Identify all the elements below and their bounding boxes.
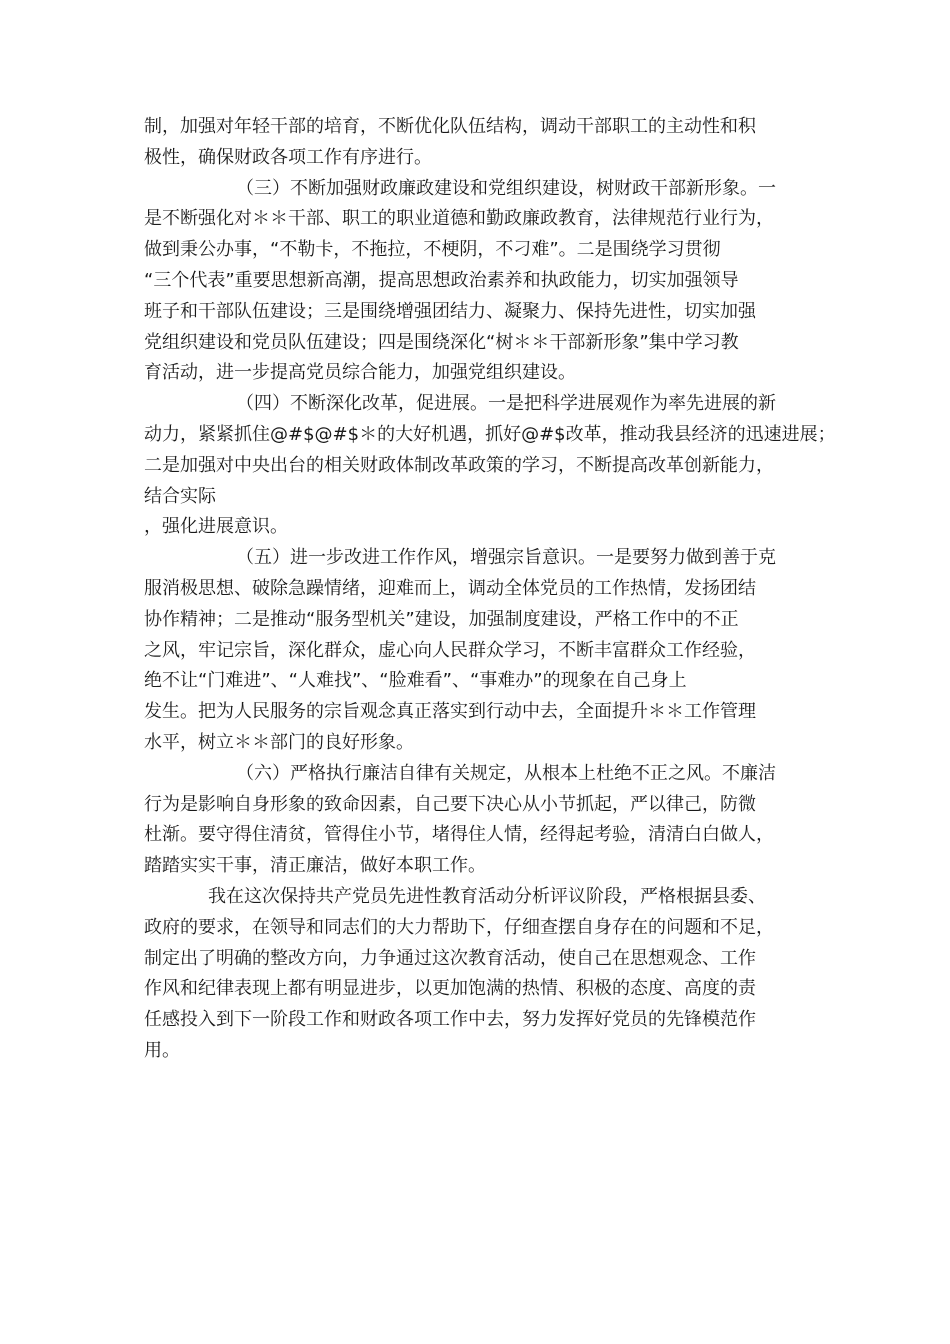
text-line: 极性，确保财政各项工作有序进行。 (144, 146, 432, 168)
text-line: 做到秉公办事，“不勒卡，不拖拉，不梗阴，不刁难”。二是围绕学习贯彻 (144, 239, 721, 261)
text-line: 动力，紧紧抓住@#$@#$＊的大好机遇，抓好@#$改革，推动我县经济的迅速进展； (144, 423, 836, 445)
text-line: 服消极思想、破除急躁情绪，迎难而上，调动全体党员的工作热情，发扬团结 (144, 577, 756, 599)
text-line: 二是加强对中央出台的相关财政体制改革政策的学习，不断提高改革创新能力， (144, 454, 774, 476)
text-line: 杜渐。要守得住清贫，管得住小节，堵得住人情，经得起考验，清清白白做人， (144, 824, 774, 846)
text-line: （六）严格执行廉洁自律有关规定，从根本上杜绝不正之风。不廉洁 (236, 762, 776, 784)
text-line: 党组织建设和党员队伍建设；四是围绕深化“树＊＊干部新形象”集中学习教 (144, 331, 739, 353)
text-line: 我在这次保持共产党员先进性教育活动分析评议阶段，严格根据县委、 (208, 885, 766, 907)
text-line: 之风，牢记宗旨，深化群众，虚心向人民群众学习，不断丰富群众工作经验， (144, 639, 756, 661)
text-line: 协作精神；二是推动“服务型机关”建设，加强制度建设，严格工作中的不正 (144, 608, 739, 630)
text-line: 制定出了明确的整改方向，力争通过这次教育活动，使自己在思想观念、工作 (144, 947, 756, 969)
text-line: ，强化进展意识。 (144, 516, 288, 538)
text-line: 结合实际 (144, 485, 216, 507)
text-line: 作风和纪律表现上都有明显进步，以更加饱满的热情、积极的态度、高度的责 (144, 978, 756, 1000)
text-line: 政府的要求，在领导和同志们的大力帮助下，仔细查摆自身存在的问题和不足， (144, 916, 774, 938)
text-line: 水平，树立＊＊部门的良好形象。 (144, 731, 414, 753)
text-line: 行为是影响自身形象的致命因素，自己要下决心从小节抓起，严以律己，防微 (144, 793, 756, 815)
text-line: （四）不断深化改革，促进展。一是把科学进展观作为率先进展的新 (236, 393, 776, 415)
text-line: 是不断强化对＊＊干部、职工的职业道德和勤政廉政教育，法律规范行业行为， (144, 208, 774, 230)
text-line: 班子和干部队伍建设；三是围绕增强团结力、凝聚力、保持先进性，切实加强 (144, 300, 756, 322)
text-line: 任感投入到下一阶段工作和财政各项工作中去，努力发挥好党员的先锋模范作 (144, 1009, 756, 1031)
body-text (144, 112, 836, 1067)
text-line: 踏踏实实干事，清正廉洁，做好本职工作。 (144, 855, 486, 877)
text-line: “三个代表”重要思想新高潮，提高思想政治素养和执政能力，切实加强领导 (144, 269, 739, 291)
text-line: 制，加强对年轻干部的培育，不断优化队伍结构，调动干部职工的主动性和积 (144, 116, 756, 137)
text-line: 育活动，进一步提高党员综合能力，加强党组织建设。 (144, 362, 576, 384)
text-line: 绝不让“门难进”、“人难找”、“脸难看”、“事难办”的现象在自己身上 (144, 670, 687, 692)
text-line: （三）不断加强财政廉政建设和党组织建设，树财政干部新形象。一 (236, 177, 776, 199)
text-line: 发生。把为人民服务的宗旨观念真正落实到行动中去，全面提升＊＊工作管理 (144, 701, 756, 723)
text-line: 用。 (144, 1039, 180, 1061)
text-line: （五）进一步改进工作作风，增强宗旨意识。一是要努力做到善于克 (236, 547, 776, 569)
